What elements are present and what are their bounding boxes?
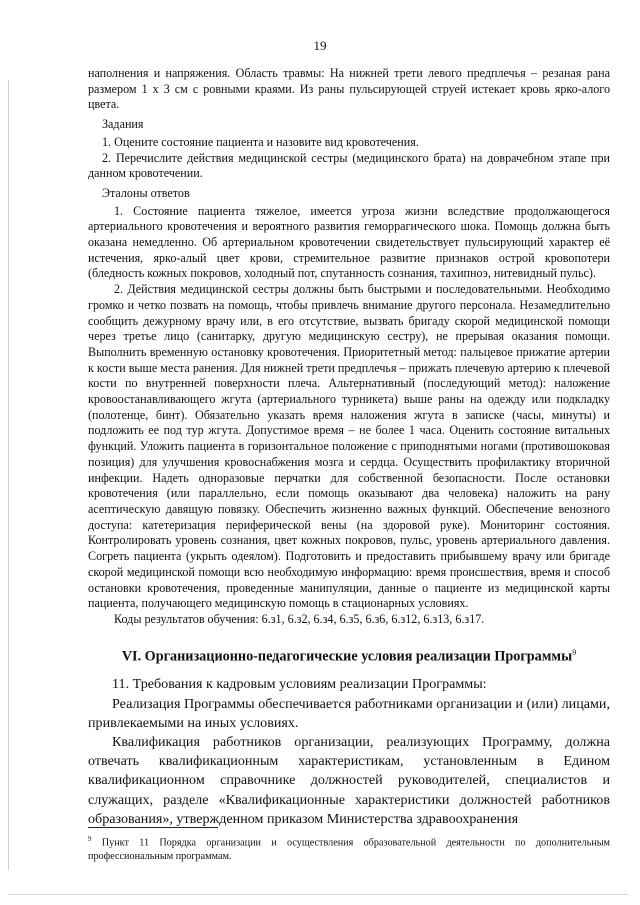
result-codes: Коды результатов обучения: 6.з1, 6.з2, 6.з4, 6.з5, 6.з6, 6.з12, 6.з13, 6.з17. — [114, 611, 485, 626]
task-item: 2. Перечислите действия медицинской сестры (медицинского брата) на доврачебном этапе при данном кровотечении. — [88, 150, 610, 181]
case-intro: наполнения и напряжения. Область травмы: На нижней трети левого предплечья – резаная рана размером 1 х 3 см с ровными краями. Из раны пульсирующей струей истекает кровь ярко-алого цвета. — [88, 66, 610, 112]
answers-label: Эталоны ответов — [102, 185, 190, 200]
footnote — [88, 833, 610, 863]
answer-item: 1. Состояние пациента тяжелое, имеется угроза жизни вследствие продолжающегося артериального кровотечения и вероятного развития геморрагического шока. Помощь должна быть оказана немедленно. Об артериальном кровотечении свидетельствует пульсирующий характер её истечения, ярко-алый цвет крови, стремительное развитие признаков острой кровопотери (бледность кожных покровов, холодный пот, спутанность сознания, тахипноэ, нитевидный пульс). — [88, 203, 610, 281]
section-body — [88, 675, 610, 829]
section-paragraph: 11. Требования к кадровым условиям реализации Программы: — [112, 676, 487, 693]
scan-edge-bottom — [8, 894, 628, 895]
footnote-marker: 9 — [88, 835, 92, 843]
footnote-text: Пункт 11 Порядка организации и осуществления образовательной деятельности по дополнительным профессиональным программам. — [88, 837, 610, 862]
tasks-label: Задания — [102, 117, 144, 132]
footnote-reference: 9 — [572, 647, 577, 657]
footnote-separator — [88, 827, 218, 828]
page-content — [88, 66, 610, 829]
task-item: 1. Оцените состояние пациента и назовите вид кровотечения. — [102, 134, 419, 149]
case-study — [88, 66, 610, 628]
section-paragraph: Квалификация работников организации, реализующих Программу, должна отвечать квалификационным характеристикам, установленным в Едином квалификационном справочнике должностей руководителей, специалистов и служащих, разделе «Квалификационные характеристики должностей работников образования», утвержденном приказом Министерства здравоохранения — [88, 733, 610, 827]
section-title — [88, 644, 610, 666]
section-paragraph: Реализация Программы обеспечивается работниками организации и (или) лицами, привлекаемыми на иных условиях. — [88, 695, 610, 731]
page-number: 19 — [313, 38, 327, 53]
answer-item: 2. Действия медицинской сестры должны быть быстрыми и последовательными. Необходимо громко и четко позвать на помощь, чтобы привлечь внимание другого персонала. Незамедлительно сообщить дежурному врачу или, в его отсутствие, вызвать бригаду скорой медицинской помощи через третье лицо (санитарку, другую медицинскую сестру), не прерывая оказания помощи. Выполнить временную остановку кровотечения. Приоритетный метод: пальцевое прижатие артерии к кости выше места ранения. Для нижней трети предплечья – прижать плечевую артерию к плечевой кости по внутренней поверхности плеча. Альтернативный (последующий метод): наложение кровоостанавливающего жгута (артериального турникета) выше раны на одежду или подкладку (полотенце, бинт). Обязательно указать время наложения жгута в записке (часы, минуты) и подложить ее под тур жгута. Допустимое время – не более 1 часа. Оценить состояние витальных функций. Уложить пациента в горизонтальное положение с приподнятыми ногами (противошоковая позиция) для улучшения кровоснабжения мозга и сердца. Осуществить профилактику вторичной инфекции. Надеть одноразовые перчатки для собственной безопасности. После остановки кровотечения (или параллельно, если помощь оказывают два человека) наложить на рану асептическую давящую повязку. Обеспечить жизненно важных функций. Обеспечение венозного доступа: катетеризация периферической вены (на здоровой руке). Мониторинг состояния. Контролировать уровень сознания, цвет кожных покровов, пульс, уровень артериального давления. Согреть пациента (укрыть одеялом). Подготовить и предоставить прибывшему врачу или бригаде скорой медицинской помощи всю необходимую информацию: время происшествия, время и способ остановки кровотечения, проведенные манипуляции, данные о пациенте из медицинской карты пациента, получающего медицинскую помощь в стационарных условиях. — [88, 282, 610, 611]
scan-edge-left — [8, 80, 9, 870]
section-title-text: VI. Организационно-педагогические условия реализации Программы — [121, 648, 573, 665]
